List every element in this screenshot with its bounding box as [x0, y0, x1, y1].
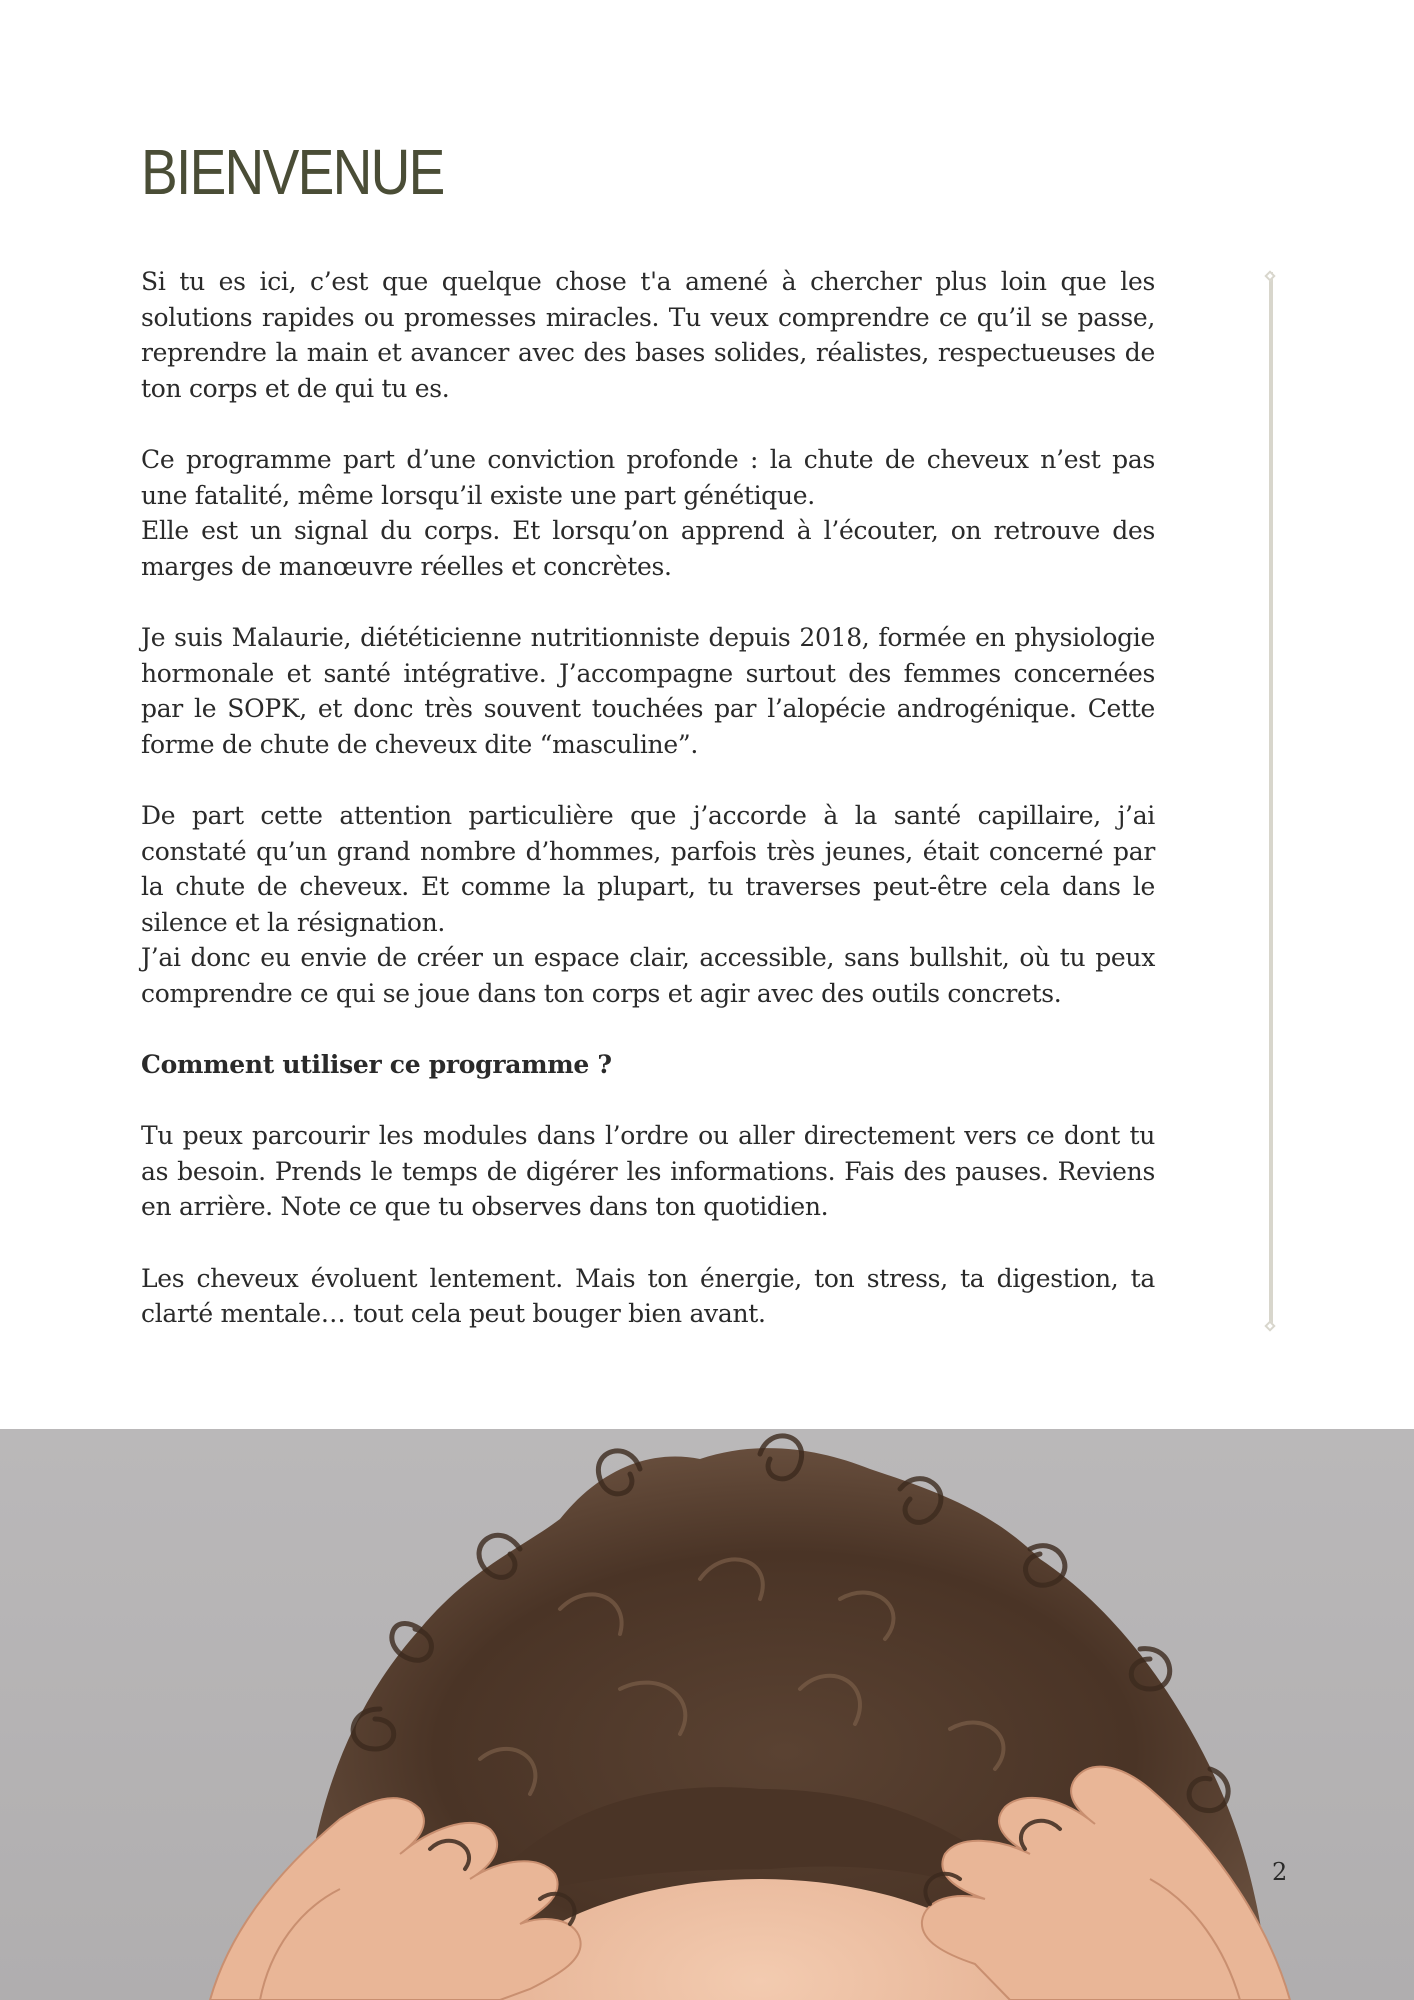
body-text	[141, 264, 1155, 1367]
paragraph-usage	[141, 1118, 1155, 1225]
hair-photo	[0, 1429, 1414, 2000]
paragraph-conviction	[141, 442, 1155, 584]
divider-bottom-diamond-icon	[1264, 1320, 1275, 1331]
man-holding-curly-hair-photo	[0, 1429, 1414, 2000]
paragraph-author	[141, 620, 1155, 762]
divider-top-diamond-icon	[1264, 270, 1275, 281]
paragraph-closing	[141, 1261, 1155, 1332]
paragraph-line: Si tu es ici, c’est que quelque chose t'a amené à chercher plus loin que les solutions rapides ou promesses miracles. Tu veux comprendre ce qu’il se passe, reprendre la main et avancer avec des bases solides, réalistes, respectueuses de ton corps et de qui tu es.	[141, 267, 1155, 403]
page-number: 2	[1272, 1858, 1288, 1886]
paragraph-line: Elle est un signal du corps. Et lorsqu’on apprend à l’écouter, on retrouve des marges de manœuvre réelles et concrètes.	[141, 516, 1155, 581]
vertical-divider	[1269, 272, 1273, 1328]
paragraph-intro	[141, 264, 1155, 406]
section-subheading: Comment utiliser ce programme ?	[141, 1050, 612, 1080]
paragraph-line: De part cette attention particulière que j’accorde à la santé capillaire, j’ai constaté qu’un grand nombre d’hommes, parfois très jeunes, était concerné par la chute de cheveux. Et comme la plupart, tu traverses peut-être cela dans le silence et la résignation.	[141, 800, 1155, 937]
paragraph-line: J’ai donc eu envie de créer un espace clair, accessible, sans bullshit, où tu peux comprendre ce qui se joue dans ton corps et agir avec des outils concrets.	[141, 943, 1155, 1008]
paragraph-line: Les cheveux évoluent lentement. Mais ton énergie, ton stress, ta digestion, ta clarté mentale… tout cela peut bouger bien avant.	[141, 1263, 1155, 1329]
paragraph-line: Tu peux parcourir les modules dans l’ordre ou aller directement vers ce dont tu as besoin. Prends le temps de digérer les informations. Fais des pauses. Reviens en arrière. Note ce que tu observes dans ton quotidien.	[141, 1121, 1155, 1222]
page-title: BIENVENUE	[141, 136, 444, 208]
paragraph-motivation	[141, 798, 1155, 1012]
paragraph-line: Ce programme part d’une conviction profonde : la chute de cheveux n’est pas une fatalité, même lorsqu’il existe une part génétique.	[141, 444, 1155, 510]
paragraph-line: Je suis Malaurie, diététicienne nutritionniste depuis 2018, formée en physiologie hormonale et santé intégrative. J’accompagne surtout des femmes concernées par le SOPK, et donc très souvent touchées par l’alopécie androgénique. Cette forme de chute de cheveux dite “masculine”.	[141, 622, 1155, 759]
